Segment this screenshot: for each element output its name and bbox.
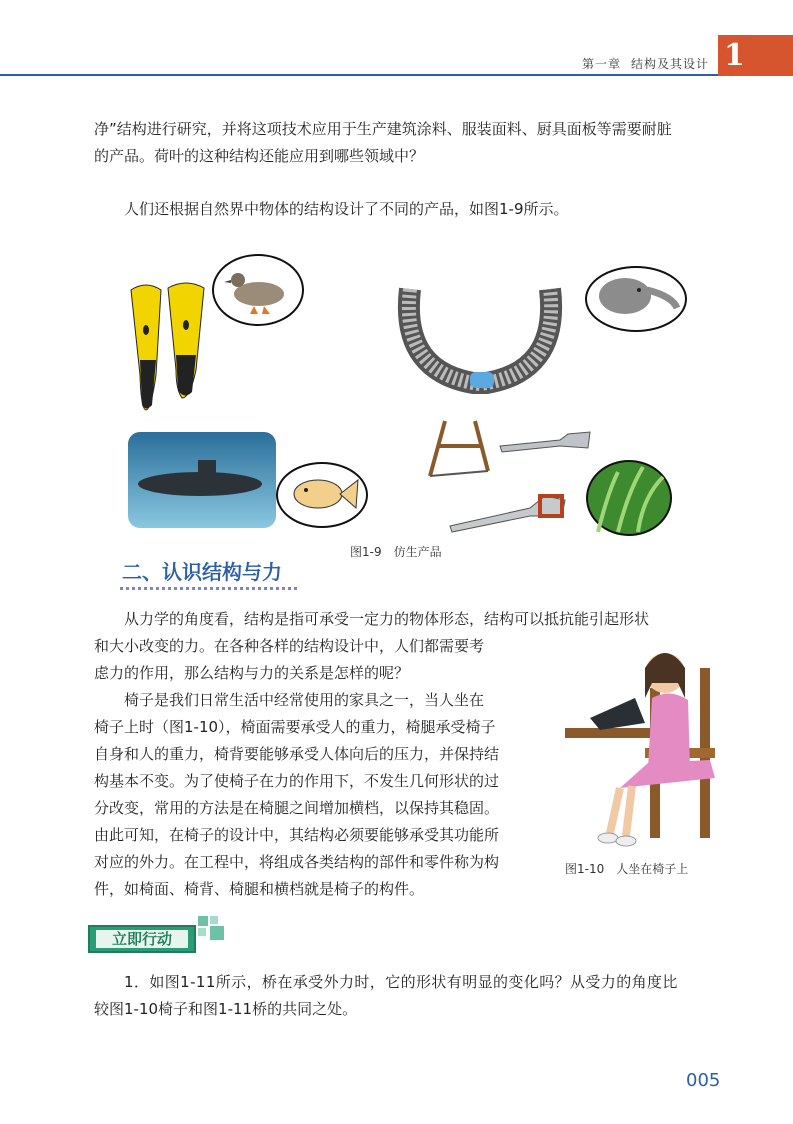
running-header [572,55,709,72]
header-rule [0,74,718,76]
body-p2-line3: 自身和人的重力，椅背要能够承受人体向后的压力，并保持结 [94,745,500,763]
body-p2-line8: 件，如椅面、椅背、椅腿和横档就是椅子的构件。 [94,880,425,898]
action-q1-line1: 1．如图1-11所示，桥在承受外力时，它的形状有明显的变化吗？从受力的角度比 [124,973,678,991]
decor-square [198,928,206,936]
figure-1-9 [120,250,730,540]
page-number: 005 [686,1070,721,1091]
chapter-title: 结构及其设计 [630,57,709,71]
figure-1-10-image [560,628,720,853]
section-underline [120,587,298,590]
decor-square [210,926,224,940]
body-p1-line2: 和大小改变的力。在各种各样的结构设计中，人们都需要考 [94,637,485,655]
action-banner [88,925,196,953]
body-p1-line1: 从力学的角度看，结构是指可承受一定力的物体形态，结构可以抵抗能引起形状 [124,610,650,628]
elephant-icon [587,268,685,330]
body-p2-line7: 对应的外力。在工程中，将组成各类结构的部件和零件称为构 [94,853,500,871]
submarine-image [128,432,276,528]
chapter-number-tab: 1 [718,35,793,76]
decor-square [198,916,208,926]
body-p2-line2: 椅子上时（图1-10），椅面需要承受人的重力，椅腿承受椅子 [94,718,496,736]
body-p1-line3: 虑力的作用，那么结构与力的关系是怎样的呢？ [94,664,410,682]
grass-oval [586,460,672,536]
figure-1-10-caption: 图1-10 人坐在椅子上 [565,862,689,876]
duck-icon [214,256,302,324]
figure-1-9-caption: 图1-9 仿生产品 [350,545,442,559]
fish-oval [276,462,368,528]
section-title: 二、认识结构与力 [122,560,282,584]
intro-line-1: 净”结构进行研究，并将这项技术应用于生产建筑涂料、服装面料、厨具面板等需要耐脏 [94,120,672,138]
flippers-image [126,280,216,420]
fish-icon [278,464,366,526]
elephant-oval [585,266,687,332]
intro-line-3: 人们还根据自然界中物体的结构设计了不同的产品，如图1-9所示。 [124,200,569,218]
duck-oval [212,254,304,326]
body-p2-line1: 椅子是我们日常生活中经常使用的家具之一，当人坐在 [124,691,485,709]
body-p2-line4: 构基本不变。为了使椅子在力的作用下，不发生几何形状的过 [94,772,500,790]
hose-image [390,284,570,394]
grass-icon [588,462,670,534]
body-p2-line5: 分改变，常用的方法是在椅腿之间增加横档，以保持其稳固。 [94,799,500,817]
action-q1-line2: 较图1-10椅子和图1-11桥的共同之处。 [94,1000,358,1018]
chapter-label: 第一章 [581,57,621,71]
decor-square [210,916,218,924]
action-title: 立即行动 [96,930,188,948]
body-p2-line6: 由此可知，在椅子的设计中，其结构必须要能够承受其功能所 [94,826,500,844]
intro-line-2: 的产品。荷叶的这种结构还能应用到哪些领域中？ [94,147,425,165]
